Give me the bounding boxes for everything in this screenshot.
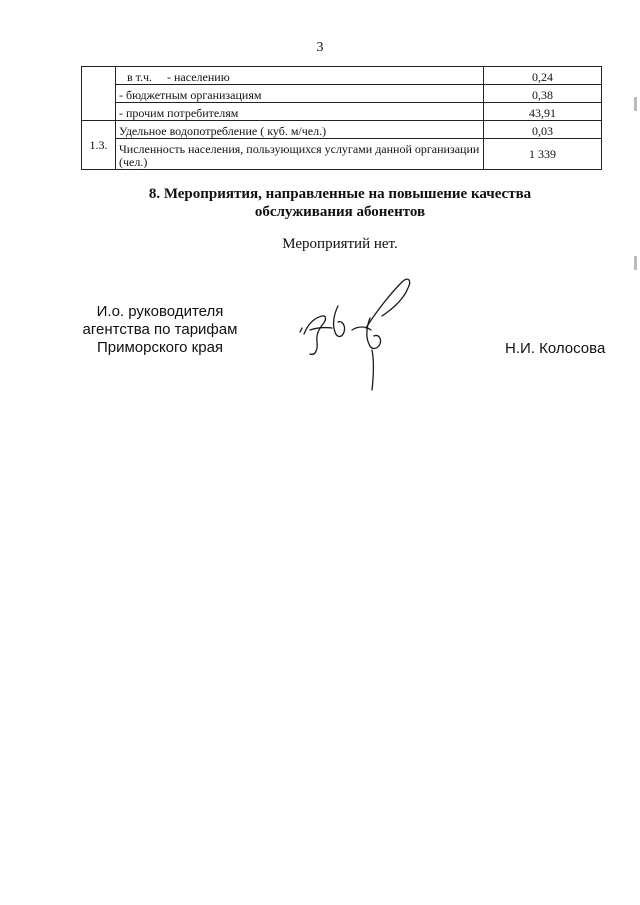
table-cell-num: 1.3. <box>82 121 116 170</box>
signer-name: Н.И. Колосова <box>505 340 606 357</box>
signer-position-line: И.о. руководителя <box>96 303 224 320</box>
table-cell-num <box>82 67 116 121</box>
row-prefix: в т.ч. <box>127 70 153 84</box>
table-cell-value: 1 339 <box>484 139 602 170</box>
table-row <box>82 139 602 170</box>
table-cell-desc: Удельное водопотребление ( куб. м/чел.) <box>116 121 484 139</box>
section-heading-line: 8. Мероприятия, направленные на повышение качества <box>148 186 532 202</box>
table-row <box>82 103 602 121</box>
signer-position-line: агентства по тарифам <box>82 321 238 338</box>
section-body: Мероприятий нет. <box>282 236 398 252</box>
table-cell-desc <box>116 67 484 85</box>
table-cell-desc: - бюджетным организациям <box>116 85 484 103</box>
data-table <box>81 66 602 170</box>
table-cell-value: 43,91 <box>484 103 602 121</box>
table-cell-value: 0,24 <box>484 67 602 85</box>
handwritten-signature <box>286 272 426 392</box>
section-heading-line: обслуживания абонентов <box>254 204 426 220</box>
signer-position <box>62 303 258 357</box>
table-cell-desc: - прочим потребителям <box>116 103 484 121</box>
table-cell-desc: Численность населения, пользующихся услугами данной организации (чел.) <box>116 139 484 170</box>
row-label: - населению <box>167 70 230 84</box>
page-number: 3 <box>316 40 324 55</box>
scan-edge-mark <box>634 256 637 270</box>
scan-edge-mark <box>634 97 637 111</box>
signer-position-line: Приморского края <box>96 339 224 356</box>
table-cell-value: 0,38 <box>484 85 602 103</box>
table-row <box>82 67 602 85</box>
section-heading <box>0 185 640 221</box>
table-cell-value: 0,03 <box>484 121 602 139</box>
table-row <box>82 85 602 103</box>
table-row <box>82 121 602 139</box>
